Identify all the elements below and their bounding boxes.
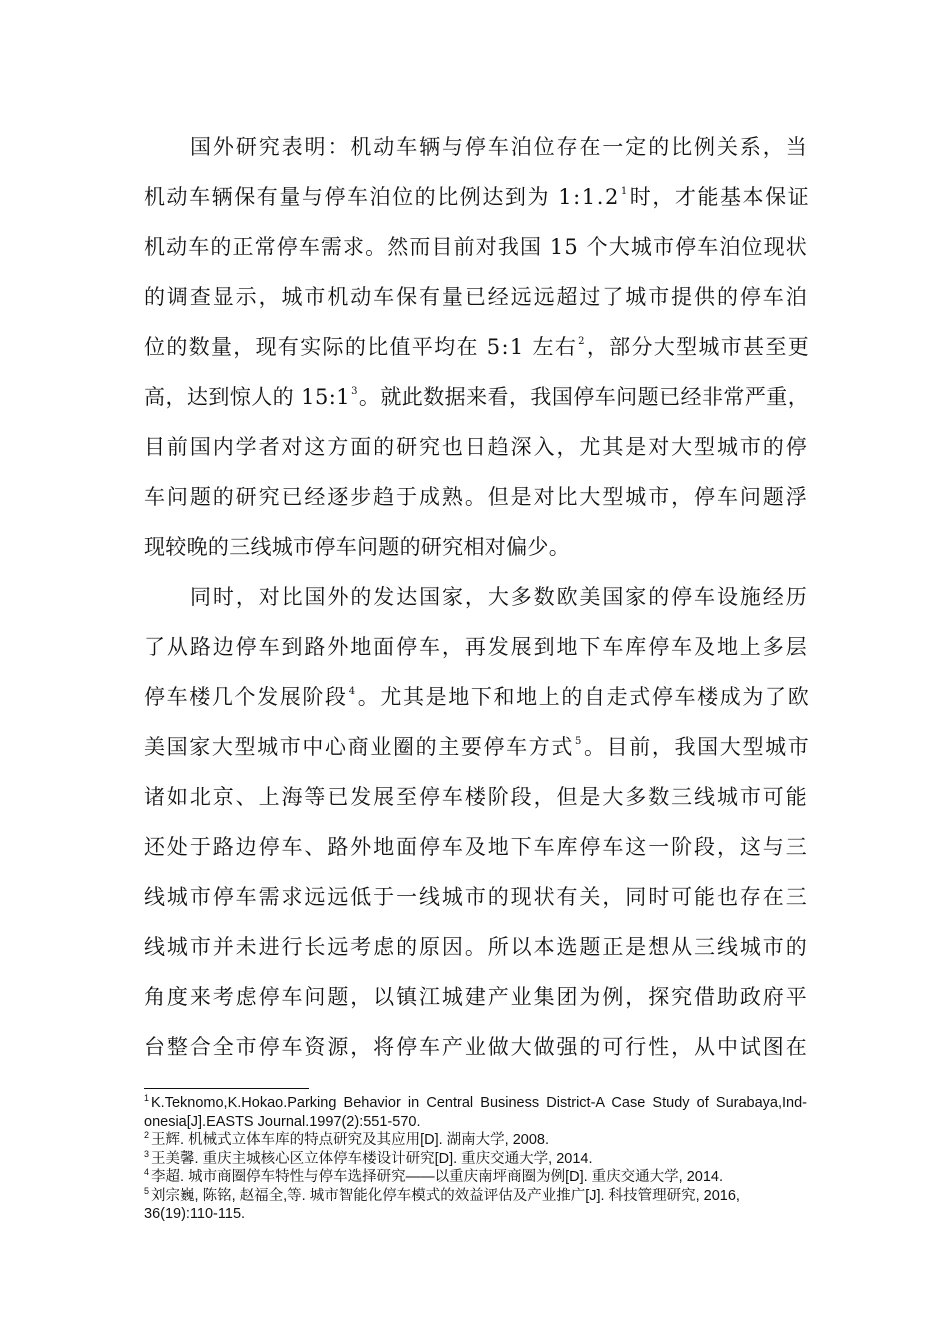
footnote-mark: 5 bbox=[144, 1185, 150, 1196]
paragraph-2-line-4 bbox=[144, 722, 811, 772]
footnote-mark: 2 bbox=[144, 1130, 150, 1140]
footnote-text: K.Teknomo,K.Hokao.Parking Behavior in Central Business District-A Case Study of Surabaya,Ind-onesia[J].EASTS Journal.1997(2):551-570. bbox=[144, 1095, 807, 1130]
text-run: 美国家大型城市中心商业圈的主要停车方式 bbox=[144, 735, 575, 759]
paragraph-2-line-8 bbox=[144, 922, 807, 972]
footnote-separator bbox=[144, 1088, 309, 1089]
paragraph-2-line-9 bbox=[144, 972, 807, 1022]
text-run: 线城市并未进行长远考虑的原因。所以本选题正是想从三线城市的 bbox=[144, 935, 809, 959]
text-run: 机动车辆保有量与停车泊位的比例达到为 1:1.2 bbox=[144, 185, 620, 209]
paragraph-1-line-7 bbox=[144, 422, 807, 472]
text-run: 台整合全市停车资源，将停车产业做大做强的可行性，从中试图在 bbox=[144, 1035, 809, 1059]
paragraph-2-line-7 bbox=[144, 872, 807, 922]
paragraph-1-line-2 bbox=[144, 172, 811, 222]
paragraph-1-line-5 bbox=[144, 322, 811, 372]
paragraph-1-line-4 bbox=[144, 272, 807, 322]
paragraph-2-line-5 bbox=[144, 772, 807, 822]
footnote-text: 王辉. 机械式立体车库的特点研究及其应用[D]. 湖南大学, 2008. bbox=[151, 1132, 549, 1148]
footnote-ref-3[interactable]: 3 bbox=[351, 386, 358, 397]
text-run: 。就此数据来看，我国停车问题已经非常严重， bbox=[358, 385, 810, 409]
text-run: 角度来考虑停车问题，以镇江城建产业集团为例，探究借助政府平 bbox=[144, 985, 809, 1009]
text-run: 停车楼几个发展阶段 bbox=[144, 685, 348, 709]
text-run: 时，才能基本保证 bbox=[629, 185, 811, 209]
text-run: 。目前，我国大型城市 bbox=[584, 735, 811, 759]
text-run: 国外研究表明：机动车辆与停车泊位存在一定的比例关系，当 bbox=[190, 135, 809, 159]
text-run: 还处于路边停车、路外地面停车及地下车库停车这一阶段，这与三 bbox=[144, 835, 809, 859]
text-run: 目前国内学者对这方面的研究也日趋深入，尤其是对大型城市的停 bbox=[144, 435, 809, 459]
text-run: 车问题的研究已经逐步趋于成熟。但是对比大型城市，停车问题浮 bbox=[144, 485, 809, 509]
footnote-ref-1[interactable]: 1 bbox=[620, 186, 629, 197]
footnote-ref-5[interactable]: 5 bbox=[575, 736, 584, 747]
body-text bbox=[144, 122, 811, 1072]
paragraph-2-line-2 bbox=[144, 622, 807, 672]
text-run: 位的数量，现有实际的比值平均在 5:1 左右 bbox=[144, 335, 578, 359]
paragraph-2-line-10 bbox=[144, 1022, 807, 1072]
footnote-text: 王美馨. 重庆主城核心区立体停车楼设计研究[D]. 重庆交通大学, 2014. bbox=[151, 1150, 593, 1167]
footnote-mark: 1 bbox=[144, 1093, 150, 1103]
footnote-4 bbox=[144, 1168, 807, 1187]
paragraph-2-line-1 bbox=[144, 572, 807, 622]
footnote-ref-4[interactable]: 4 bbox=[348, 686, 357, 697]
footnote-text: 李超. 城市商圈停车特性与停车选择研究——以重庆南坪商圈为例[D]. 重庆交通大学, 2014. bbox=[151, 1169, 723, 1185]
paragraph-1-line-3 bbox=[144, 222, 807, 272]
footnote-text: 刘宗巍, 陈铭, 赵福全,等. 城市智能化停车模式的效益评估及产业推广[J]. 科技管理研究, 2016, 36(19):110-115. bbox=[144, 1187, 740, 1222]
footnotes bbox=[144, 1094, 807, 1224]
paragraph-1-line-9 bbox=[144, 522, 807, 572]
text-run: 了从路边停车到路外地面停车，再发展到地下车库停车及地上多层 bbox=[144, 635, 809, 659]
paragraph-2-line-6 bbox=[144, 822, 807, 872]
text-run: 的调查显示，城市机动车保有量已经远远超过了城市提供的停车泊 bbox=[144, 285, 809, 309]
paragraph-1-line-8 bbox=[144, 472, 807, 522]
footnote-5 bbox=[144, 1187, 807, 1224]
text-run: ，部分大型城市甚至更 bbox=[586, 335, 811, 359]
paragraph-1-line-1 bbox=[144, 122, 807, 172]
footnote-mark: 3 bbox=[144, 1148, 150, 1159]
footnote-3 bbox=[144, 1150, 807, 1169]
paragraph-1-line-6 bbox=[144, 372, 810, 422]
text-run: 线城市停车需求远远低于一线城市的现状有关，同时可能也存在三 bbox=[144, 885, 809, 909]
text-run: 机动车的正常停车需求。然而目前对我国 15 个大城市停车泊位现状 bbox=[144, 235, 808, 259]
footnote-mark: 4 bbox=[144, 1167, 150, 1177]
text-run: 高，达到惊人的 15:1 bbox=[144, 385, 351, 409]
footnote-1 bbox=[144, 1094, 807, 1131]
text-run: 现较晚的三线城市停车问题的研究相对偏少。 bbox=[144, 535, 570, 559]
paragraph-2-line-3 bbox=[144, 672, 811, 722]
text-run: 诸如北京、上海等已发展至停车楼阶段，但是大多数三线城市可能 bbox=[144, 785, 809, 809]
footnote-ref-2[interactable]: 2 bbox=[578, 336, 586, 347]
footnote-2 bbox=[144, 1131, 807, 1150]
text-run: 。尤其是地下和地上的自走式停车楼成为了欧 bbox=[357, 685, 811, 709]
text-run: 同时，对比国外的发达国家，大多数欧美国家的停车设施经历 bbox=[190, 585, 809, 609]
